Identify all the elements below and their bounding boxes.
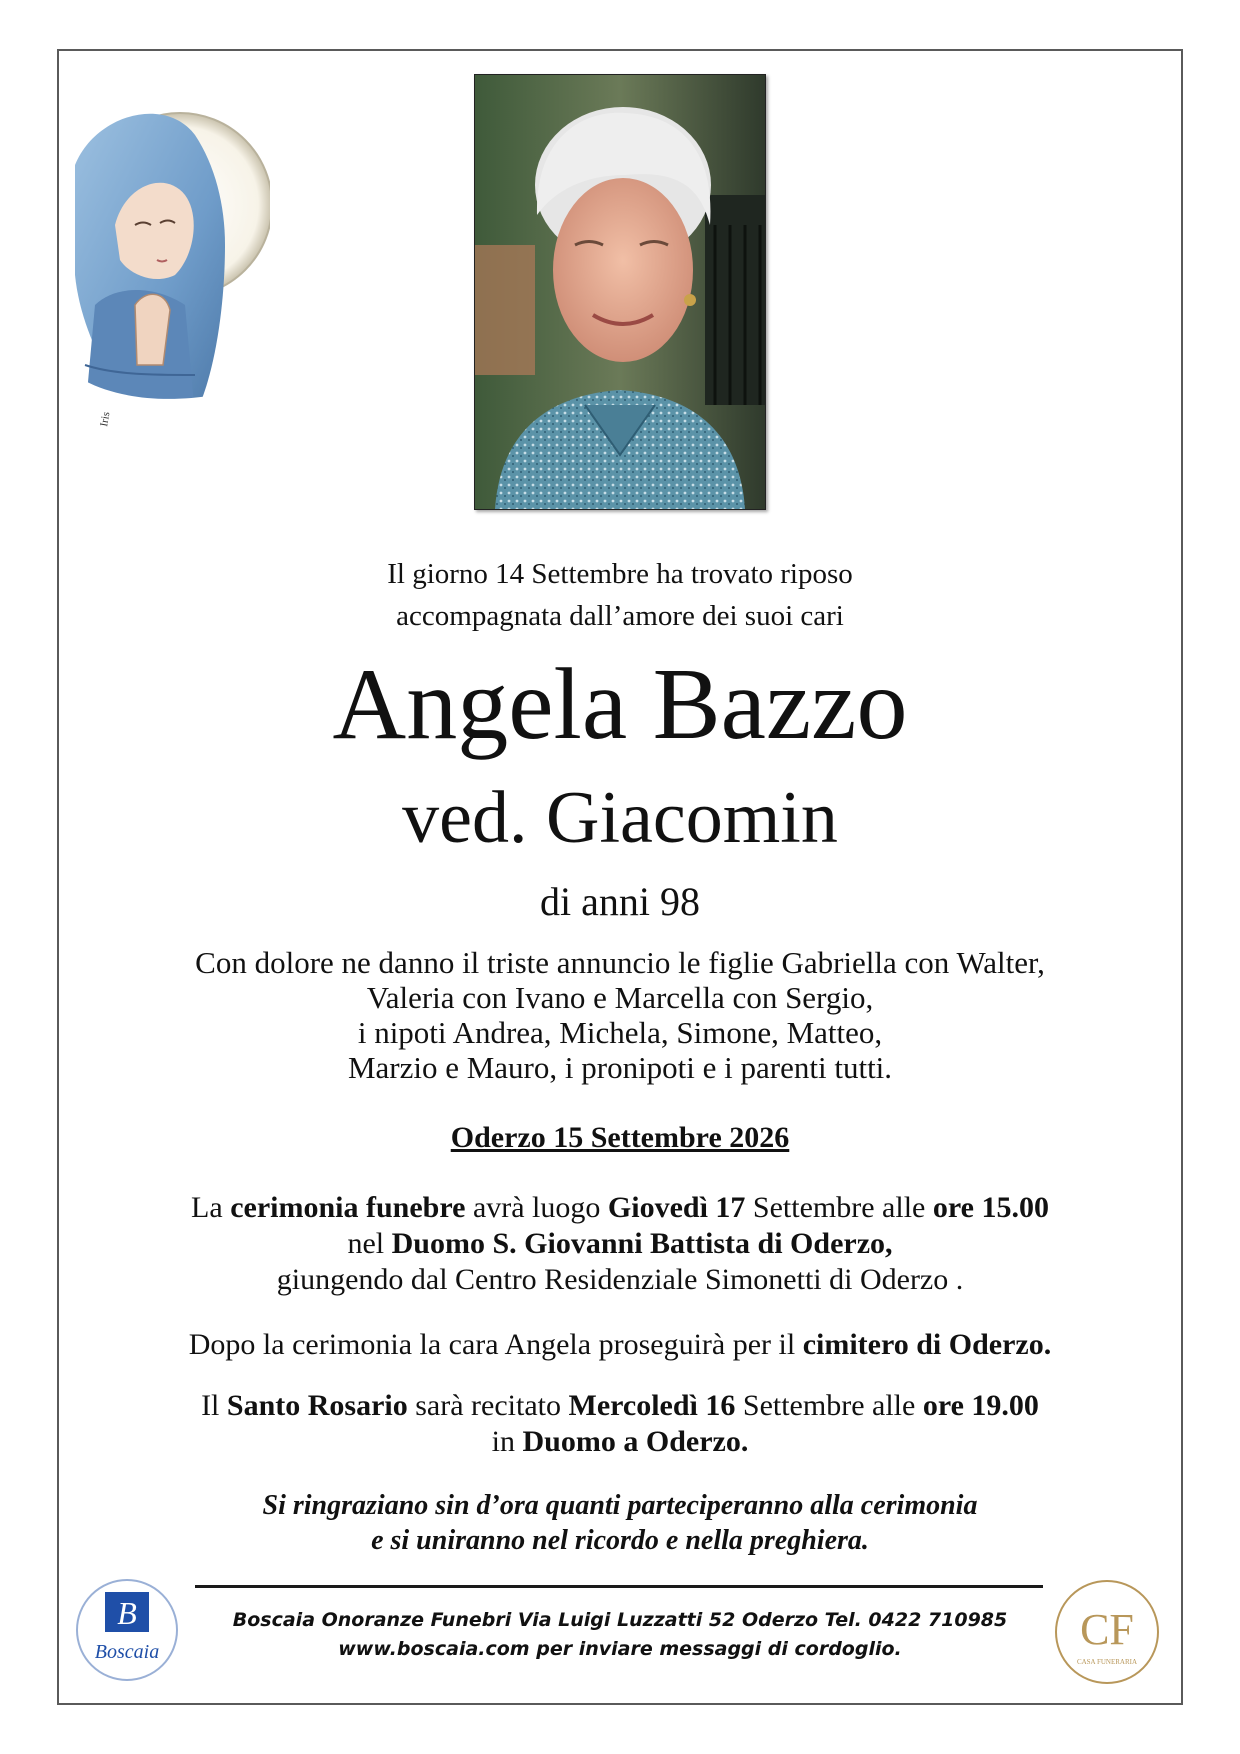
ceremony-label: cerimonia funebre	[230, 1191, 466, 1224]
footer-website: www.boscaia.com per inviare messaggi di cordoglio.	[338, 1638, 902, 1660]
dateline-text: Oderzo 15 Settembre 2026	[450, 1121, 790, 1154]
madonna-illustration	[75, 75, 270, 480]
ceremony-departure: giungendo dal Centro Residenziale Simonetti di Oderzo .	[276, 1263, 964, 1296]
casa-funeraria-text: CASA FUNERARIA	[1076, 1658, 1138, 1666]
rosary-label: Santo Rosario	[226, 1389, 408, 1422]
deceased-name: Angela Bazzo	[332, 648, 908, 761]
footer-address: Boscaia Onoranze Funebri Via Luigi Luzzatti 52 Oderzo Tel. 0422 710985	[232, 1609, 1008, 1631]
text: Settembre alle	[745, 1191, 933, 1224]
announcement-line: Marzio e Mauro, i pronipoti e i parenti tutti.	[347, 1050, 893, 1085]
intro-line-2: accompagnata dall’amore dei suoi cari	[396, 600, 844, 632]
casa-funeraria-letters: CF	[1080, 1605, 1134, 1654]
burial-info	[57, 1327, 1183, 1363]
boscaia-logo-letter: B	[117, 1595, 137, 1631]
text: in	[491, 1425, 523, 1458]
rosary-time: ore 19.00	[922, 1389, 1039, 1422]
text: nel	[347, 1227, 392, 1260]
intro-text	[57, 553, 1183, 637]
ceremony-place: Duomo S. Giovanni Battista di Oderzo,	[391, 1227, 893, 1260]
text: La	[191, 1191, 231, 1224]
ceremony-day: Giovedì 17	[607, 1191, 746, 1224]
boscaia-logo	[75, 1578, 179, 1682]
announcement-line: Valeria con Ivano e Marcella con Sergio,	[366, 980, 874, 1015]
rosary-place: Duomo a Oderzo.	[522, 1425, 749, 1458]
rosary-info	[57, 1388, 1183, 1460]
text: Settembre alle	[735, 1389, 923, 1422]
age: di anni 98	[540, 879, 700, 924]
portrait-photo	[474, 74, 766, 510]
footer-info	[57, 1606, 1183, 1664]
ceremony-time: ore 15.00	[932, 1191, 1049, 1224]
thanks-line: Si ringraziano sin d’ora quanti parteciperanno alla cerimonia	[262, 1490, 978, 1521]
thanks-line: e si uniranno nel ricordo e nella preghiera.	[371, 1525, 869, 1556]
text: Dopo la cerimonia la cara Angela proseguirà per il	[188, 1328, 803, 1361]
text: sarà recitato	[407, 1389, 569, 1422]
boscaia-logo-text: Boscaia	[94, 1641, 160, 1663]
artist-signature: Iris	[98, 410, 113, 428]
ceremony-info	[57, 1190, 1183, 1298]
rosary-day: Mercoledì 16	[568, 1389, 736, 1422]
text: Il	[201, 1389, 227, 1422]
intro-line-1: Il giorno 14 Settembre ha trovato riposo	[387, 558, 853, 590]
footer-divider	[195, 1585, 1043, 1588]
widow-of: ved. Giacomin	[402, 777, 838, 859]
dateline	[57, 1120, 1183, 1156]
announcement-line: Con dolore ne danno il triste annuncio le figlie Gabriella con Walter,	[195, 945, 1045, 980]
burial-place: cimitero di Oderzo.	[802, 1328, 1052, 1361]
thanks-note	[57, 1488, 1183, 1558]
announcement-line: i nipoti Andrea, Michela, Simone, Matteo,	[357, 1015, 883, 1050]
text: avrà luogo	[465, 1191, 608, 1224]
announcement	[57, 945, 1183, 1085]
casa-funeraria-logo	[1053, 1578, 1161, 1686]
